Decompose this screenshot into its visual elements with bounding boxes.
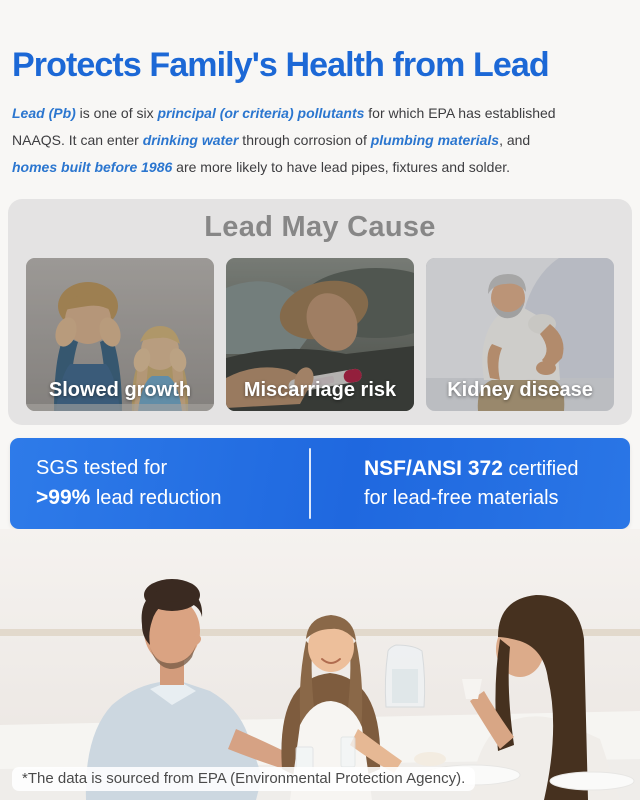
- intro-em-homes-before-1986: homes built before 1986: [12, 159, 173, 175]
- sgs-claim-line1: SGS tested for: [36, 457, 168, 479]
- intro-em-drinking-water: drinking water: [142, 132, 239, 148]
- epa-footnote: *The data is sourced from EPA (Environmental Protection Agency).: [12, 767, 475, 791]
- cause-card-label: Slowed growth: [48, 379, 192, 401]
- sgs-claim-line2: [36, 483, 309, 513]
- family-photo: [0, 529, 640, 800]
- certification-banner: [10, 438, 630, 529]
- intro-text: for which EPA has established: [364, 105, 556, 121]
- causes-panel: [8, 199, 632, 425]
- cause-card-label: Kidney disease: [447, 379, 593, 401]
- photo-family-dining: [0, 529, 640, 800]
- nsf-claim-line1-rest: certified: [502, 458, 579, 480]
- intro-text: are more likely to have lead pipes, fixtures and solder.: [172, 159, 511, 175]
- intro-text: through corrosion of: [238, 132, 371, 148]
- sgs-percentage: >99%: [36, 486, 91, 509]
- causes-card-row: [24, 258, 616, 411]
- causes-heading: Lead May Cause: [204, 211, 436, 243]
- page-title: Protects Family's Health from Lead: [12, 46, 549, 84]
- cause-card-miscarriage-risk: [226, 258, 414, 411]
- nsf-claim-line1: [364, 454, 630, 484]
- intro-text: , and: [499, 132, 531, 148]
- sgs-claim: [10, 454, 309, 513]
- cause-card-slowed-growth: [26, 258, 214, 411]
- intro-paragraph: [12, 100, 628, 181]
- nsf-standard: NSF/ANSI 372: [364, 457, 503, 480]
- intro-text: is one of six: [75, 105, 158, 121]
- cause-card-kidney-disease: [426, 258, 614, 411]
- nsf-claim-line2: for lead-free materials: [364, 487, 559, 509]
- nsf-claim: [311, 454, 630, 513]
- sgs-claim-line2-rest: lead reduction: [90, 487, 222, 509]
- intro-em-plumbing-materials: plumbing materials: [370, 132, 500, 148]
- intro-em-lead-pb: Lead (Pb): [12, 105, 76, 121]
- cause-card-label: Miscarriage risk: [243, 379, 397, 401]
- intro-text: NAAQS. It can enter: [12, 132, 143, 148]
- intro-em-pollutants: principal (or criteria) pollutants: [157, 105, 365, 121]
